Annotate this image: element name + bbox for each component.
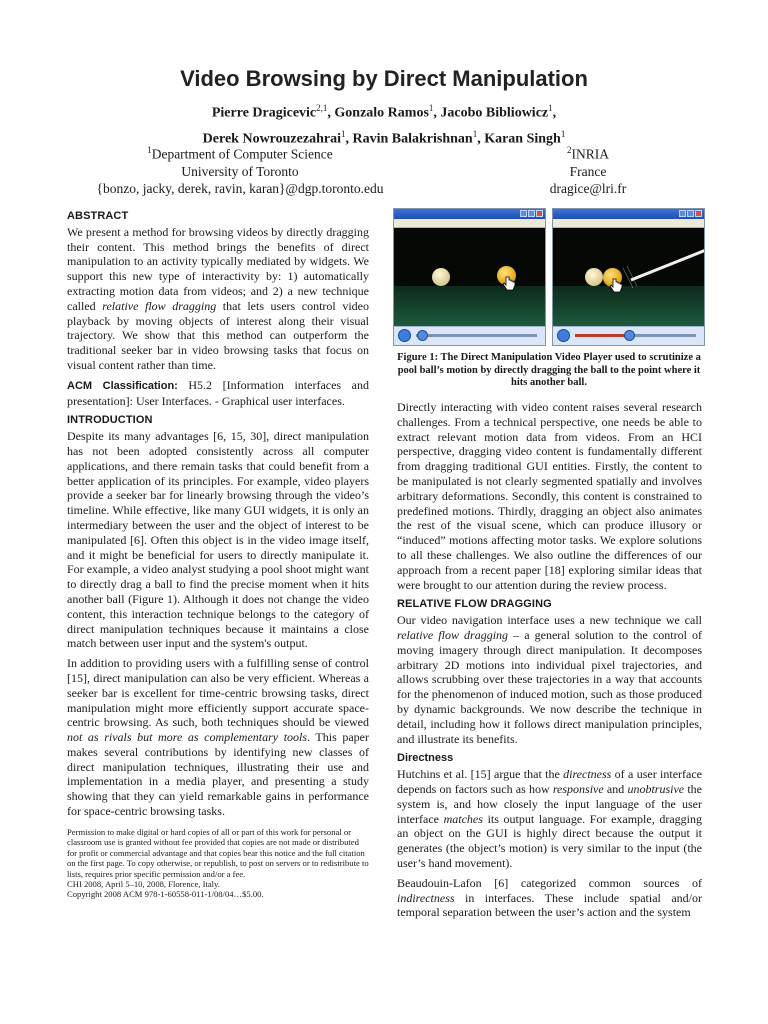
- video-player-window: [552, 208, 705, 346]
- author-sep: ,: [345, 131, 353, 147]
- cue-ball-image: [585, 268, 603, 286]
- cue-ball-image: [432, 268, 450, 286]
- affiliation-toronto: [60, 142, 420, 197]
- intro-paragraph-1: Despite its many advantages [6, 15, 30], direct manipulation has not been adopted consistently across all computer applications, and there remain tasks that could benefit from a better application of its principles. For example, video players provide a seeker bar for linearly browsing through the video’s timeline. While effective, like many GUI widgets, it is only an intermediary between the user and the object of interest to be manipulated [6]. Often this object is in the video image itself, and it might be beneficial for users to directly manipulate it. For example, a video analyst studying a pool shoot might want to directly drag a ball to find the precise moment when it hits another ball (Figure 1). Although it does not change the video content, this interaction technique belongs to the category of direct manipulation techniques because it maintains a close match between user input and the system's output.: [67, 429, 369, 651]
- figure-1: [393, 208, 705, 348]
- challenges-paragraph: Directly interacting with video content raises several research challenges. From a technical perspective, one needs be able to extract relevant motion data from videos. From an HCI perspective, dragging video content is fundamentally different from dragging traditional GUI entities. Firstly, the content to be manipulated is not clearly segmented spatially and involves arbitrary deformations. Secondly, this content is constrained to predefined motions. Thirdly, dragging an object also animates the rest of the visual scene, which can produce illusory or “induced” motions affecting motor tasks. We explore solutions to all these challenges. We also outline the differences of our approach from a recent paper [18] exploring similar ideas that were brought to our attention during the review process.: [397, 400, 702, 592]
- abstract-heading: ABSTRACT: [67, 210, 129, 222]
- directness-emphasis: responsive: [552, 781, 604, 796]
- author-sep: ,: [433, 105, 441, 121]
- abstract-text: that lets users control video playback by moving objects of interest along their visual trajectory. We show that this method can outperform the traditional seeker bar in video browsing tasks that focus on visual content rather than time.: [67, 298, 369, 372]
- directness-heading: Directness: [397, 752, 454, 765]
- directness-text: and: [603, 781, 628, 796]
- minimize-icon: [520, 210, 527, 217]
- directness-text: in interfaces. These include spatial and/or temporal separation between the user’s action and the system: [397, 890, 702, 920]
- left-column: [67, 206, 369, 900]
- author-affil-mark: 1: [340, 128, 346, 139]
- window-menubar: [394, 219, 545, 228]
- introduction-heading: INTRODUCTION: [67, 414, 153, 427]
- close-icon: [695, 210, 702, 217]
- rfd-heading: RELATIVE FLOW DRAGGING: [397, 598, 552, 611]
- affil-mark: 1: [147, 145, 152, 155]
- directness-emphasis: directness: [563, 767, 612, 782]
- minimize-icon: [679, 210, 686, 217]
- affil-email: {bonzo, jacky, derek, ravin, karan}@dgp.toronto.edu: [96, 180, 384, 196]
- seek-knob[interactable]: [624, 330, 635, 341]
- copyright-line: Copyright 2008 ACM 978-1-60558-011-1/08/04…$5.00.: [67, 889, 264, 900]
- seek-track: [575, 334, 696, 337]
- author-sep: ,: [477, 131, 485, 147]
- author-affil-mark: 2,1: [316, 103, 328, 113]
- seek-track: [416, 334, 537, 337]
- author-affil-mark: 1: [428, 103, 434, 113]
- hand-cursor-icon: [502, 276, 516, 292]
- affil-org: France: [569, 163, 607, 179]
- author-affil-mark: 1: [472, 128, 478, 139]
- affil-org: University of Toronto: [181, 163, 299, 179]
- play-button-icon[interactable]: [398, 329, 411, 342]
- affil-dept: INRIA: [571, 146, 609, 162]
- affil-email: dragice@lri.fr: [549, 180, 627, 196]
- window-titlebar: [394, 209, 545, 219]
- conference-info: CHI 2008, April 5–10, 2008, Florence, Italy.: [67, 878, 220, 889]
- author-name: Derek Nowrouzezahrai: [202, 131, 341, 147]
- permission-text: Permission to make digital or hard copies of all or part of this work for personal or classroom use is granted without fee provided that copies are not made or distributed for profit or commercial advantage and that copies bear this notice and the full citation on the first page. To copy otherwise, or republish, to post on servers or to redistribute to lists, requires prior specific permission and/or a fee.: [67, 826, 369, 879]
- seeker-bar[interactable]: [394, 326, 545, 345]
- hand-cursor-icon: [609, 278, 623, 294]
- acm-text: H5.2 [Information interfaces and presentation]: User Interfaces. - Graphical user interfaces.: [67, 377, 369, 408]
- directness-text: its output language. For example, dragging an object on the GUI is highly direct because the output it generates (the object’s motion) is very similar to the input (the user’s hand movement).: [397, 811, 703, 870]
- pool-table-felt: [394, 286, 545, 326]
- rfd-text: – a general solution to the control of moving imagery through direct manipulation. It decomposes arbitrary 2D motions into individual pixel trajectories, and allows scrubbing over these trajectories in a way that accounts for the phenomenon of induced motion, such as those produced by dynamic backgrounds. We now describe the technique in detail, including how it follows direct manipulation principles, and illustrate its benefits.: [397, 627, 702, 746]
- video-player-window: [393, 208, 546, 346]
- abstract-text: We present a method for browsing videos by directly dragging their content. This method brings the benefits of direct manipulation to an activity typically mediated by widgets. We support this new type of interactivity by: 1) automatically extracting motion data from videos; and 2) a new technique called: [67, 224, 369, 313]
- rfd-paragraph: [397, 613, 702, 746]
- directness-emphasis: unobtrusive: [627, 781, 685, 796]
- acm-classification: [67, 378, 369, 409]
- acm-label: ACM Classification:: [67, 379, 178, 392]
- video-frame: [553, 228, 704, 326]
- video-frame: [394, 228, 545, 326]
- author-sep: ,: [552, 105, 557, 121]
- directness-paragraph-1: [397, 767, 702, 871]
- author-name: Gonzalo Ramos: [334, 105, 429, 121]
- seek-knob[interactable]: [417, 330, 428, 341]
- intro-text: . This paper makes several contributions by identifying new classes of direct manipulation techniques, illustrating their use and implementation in a media player, and presenting a study showing that they can yield remarkable gains in performance for space-centric browsing tasks.: [67, 730, 370, 819]
- play-button-icon[interactable]: [557, 329, 570, 342]
- intro-emphasis: not as rivals but more as complementary tools: [67, 730, 308, 745]
- maximize-icon: [687, 210, 694, 217]
- author-name: Jacobo Bibliowicz: [440, 105, 549, 121]
- author-name: Ravin Balakrishnan: [352, 131, 473, 147]
- seeker-bar[interactable]: [553, 326, 704, 345]
- figure-caption: Figure 1: The Direct Manipulation Video Player used to scrutinize a pool ball’s motion by directly dragging the ball to the point where it hits another ball.: [397, 352, 701, 389]
- author-line-1: [0, 98, 768, 124]
- paper-title: Video Browsing by Direct Manipulation: [180, 66, 588, 91]
- directness-text: Beaudouin-Lafon [6] categorized common sources of: [397, 875, 702, 890]
- directness-text: Hutchins et al. [15] argue that the: [397, 767, 564, 782]
- maximize-icon: [528, 210, 535, 217]
- author-affil-mark: 1: [548, 103, 553, 113]
- directness-text: the system is, and how closely the input language of the user interface: [397, 781, 702, 826]
- abstract-paragraph: [67, 225, 369, 373]
- cue-stick-image: [553, 228, 704, 326]
- intro-paragraph-2: [67, 656, 369, 819]
- author-name: Pierre Dragicevic: [211, 105, 317, 121]
- rfd-emphasis: relative flow dragging: [397, 627, 509, 642]
- author-affil-mark: 1: [560, 128, 566, 139]
- rfd-text: Our video navigation interface uses a new technique we call: [397, 613, 702, 628]
- affiliation-inria: [478, 142, 698, 197]
- author-name: Karan Singh: [484, 131, 561, 147]
- directness-paragraph-2: [397, 876, 702, 920]
- close-icon: [536, 210, 543, 217]
- affil-dept: Department of Computer Science: [151, 146, 333, 162]
- directness-emphasis: indirectness: [397, 890, 455, 905]
- window-menubar: [553, 219, 704, 228]
- directness-emphasis: matches: [443, 811, 483, 826]
- intro-text: In addition to providing users with a fulfilling sense of control [15], direct manipulation can also be very efficient. Whereas a seeker bar is excellent for time-centric browsing tasks, direct manipulation might more efficiently support accurate space-centric browsing. As such, both techniques should be viewed: [67, 656, 369, 730]
- directness-text: of a user interface depends on factors such as how: [397, 767, 702, 796]
- author-sep: ,: [327, 105, 335, 121]
- affil-mark: 2: [567, 145, 572, 155]
- right-column: [397, 400, 702, 925]
- abstract-emphasis: relative flow dragging: [102, 298, 217, 313]
- window-titlebar: [553, 209, 704, 219]
- permission-notice: [67, 827, 369, 900]
